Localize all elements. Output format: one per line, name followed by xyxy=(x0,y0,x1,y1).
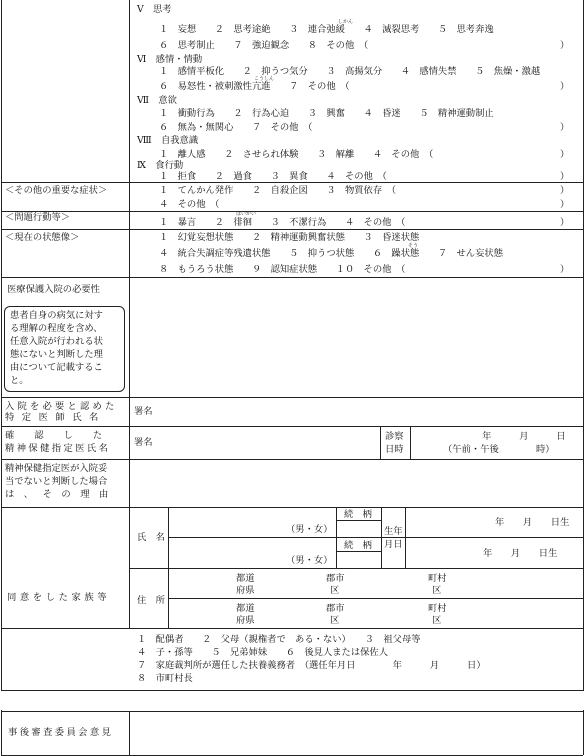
reason-input-area[interactable] xyxy=(131,461,581,505)
necessity-note-line: 任意入院が行われる状 xyxy=(10,336,103,347)
closing-paren: ） xyxy=(560,122,570,133)
prefecture-label: 都道 xyxy=(236,573,255,584)
closing-paren: ） xyxy=(560,149,570,160)
symptom-options-eating: １ 拒食 ２ 過食 ３ 異食 ４ その他 （ xyxy=(159,171,387,182)
family-address-label: 住 所 xyxy=(137,595,165,606)
closing-paren: ） xyxy=(560,217,570,228)
reason-label: 当でないと判断した場合 xyxy=(5,476,108,487)
symptom-heading-volition: Ⅶ 意欲 xyxy=(137,95,177,106)
current-state-line1: １ 幻覚妄想状態 ２ 精神運動興奮状態 ３ 昏迷状態 xyxy=(159,232,420,243)
designated-doctor-label: 入院を必要と認めた xyxy=(5,401,118,412)
necessity-note-line: 態にないと判断した理 xyxy=(10,349,103,360)
review-committee-label: 事後審査委員会意見 xyxy=(8,727,114,738)
ward-label: 区 xyxy=(330,585,340,596)
other-symptoms-line2: ４ その他 （ xyxy=(159,199,220,210)
exam-datetime-label: 診察 xyxy=(385,431,404,442)
symptom-options-emotion-1: １ 感情平板化 ２ 抑うつ気分 ３ 高揚気分 ４ 感情失禁 ５ 焦燥・激越 xyxy=(159,66,541,77)
closing-paren: ） xyxy=(560,171,570,182)
problem-behavior-label: ＜問題行動等＞ xyxy=(5,212,71,223)
family-relation-label: 続 柄 xyxy=(344,509,372,520)
symptom-heading-ego: Ⅷ 自我意識 xyxy=(137,135,199,146)
prefecture-label: 府県 xyxy=(236,585,255,596)
current-state-label: ＜現在の状態像＞ xyxy=(5,232,80,243)
closing-paren: ） xyxy=(560,199,570,210)
ruby-koushin: こうしん xyxy=(254,76,275,82)
symptom-options-ego: １ 離人感 ２ させられ体験 ３ 解離 ４ その他 （ xyxy=(159,149,434,160)
town-label: 町村 xyxy=(428,573,447,584)
other-symptoms-label: ＜その他の重要な症状＞ xyxy=(5,185,108,196)
ruby-haikai: はいかい xyxy=(236,211,257,217)
designated-doctor-sign: 署名 xyxy=(134,406,153,417)
closing-paren: ） xyxy=(560,264,570,275)
symptom-heading-emotion: Ⅵ 感情・情動 xyxy=(137,54,203,65)
reason-label: 精神保健指定医が入院妥 xyxy=(5,463,108,474)
exam-time[interactable]: （午前・午後 時） xyxy=(443,444,555,455)
closing-paren: ） xyxy=(560,40,570,51)
family-birth-date[interactable]: 年 月 日生 xyxy=(483,548,558,559)
necessity-note-line: る理解の程度を含め、 xyxy=(10,323,103,334)
other-symptoms-line1: １ てんかん発作 ２ 自殺企図 ３ 物質依存 （ xyxy=(159,185,397,196)
confirming-doctor-sign: 署名 xyxy=(134,437,153,448)
symptom-options-emotion-2: ６ 易怒性・被刺激性亢進 ７ その他 （ xyxy=(159,81,350,92)
designated-doctor-label: 特定医師氏名 xyxy=(5,412,106,423)
exam-datetime-label: 日時 xyxy=(385,444,404,455)
city-label: 郡市 xyxy=(326,573,345,584)
symptom-options-volition-2: ６ 無為・無関心 ７ その他 （ xyxy=(159,122,313,133)
symptom-heading-eating: Ⅸ 食行動 xyxy=(137,160,184,171)
closing-paren: ） xyxy=(560,185,570,196)
ward-label: 区 xyxy=(432,615,442,626)
necessity-label: 医療保護入院の必要性 xyxy=(7,284,100,295)
family-birth-label: 月日 xyxy=(384,539,403,550)
family-sex[interactable]: （男・女） xyxy=(286,555,333,566)
necessity-note-line: と。 xyxy=(10,375,29,386)
ward-label: 区 xyxy=(432,585,442,596)
ruby-shikan: しかん xyxy=(338,19,354,25)
prefecture-label: 府県 xyxy=(236,615,255,626)
confirming-doctor-label: 確認した xyxy=(5,430,123,441)
ruby-sou: そう xyxy=(408,243,419,249)
current-state-line3: ８ もうろう状態 ９ 認知症状態 １０ その他 （ xyxy=(159,264,406,275)
ward-label: 区 xyxy=(330,615,340,626)
symptom-options-thought-2: ６ 思考制止 ７ 強迫観念 ８ その他 （ xyxy=(159,40,369,51)
city-label: 郡市 xyxy=(326,603,345,614)
necessity-input-area[interactable] xyxy=(131,279,581,395)
closing-paren: ） xyxy=(560,81,570,92)
family-relation-option: ７ 家庭裁判所が選任した扶養義務者 （選任年月日 年 月 日） xyxy=(137,660,486,671)
family-relation-option: ４ 子・孫等 ５ 兄弟姉妹 ６ 後見人または保佐人 xyxy=(137,647,389,658)
town-label: 町村 xyxy=(428,603,447,614)
problem-behavior-options: １ 暴言 ２ 徘徊 ３ 不潔行為 ４ その他 （ xyxy=(159,217,406,228)
family-relation-option: １ 配偶者 ２ 父母（親権者で ある・ない） ３ 祖父母等 xyxy=(137,634,421,645)
symptom-options-volition-1: １ 衝動行為 ２ 行為心迫 ３ 興奮 ４ 昏迷 ５ 精神運動制止 xyxy=(159,108,494,119)
review-committee-input[interactable] xyxy=(131,713,581,753)
prefecture-label: 都道 xyxy=(236,603,255,614)
family-birth-label: 生年 xyxy=(384,526,403,537)
symptom-heading-thought: Ⅴ 思考 xyxy=(137,4,172,15)
family-relation-label: 続 柄 xyxy=(344,540,372,551)
family-sex[interactable]: （男・女） xyxy=(286,524,333,535)
current-state-line2: ４ 統合失調症等残遺状態 ５ 抑うつ状態 ６ 躁状態 ７ せん妄状態 xyxy=(159,248,503,259)
family-relation-option: ８ 市町村長 xyxy=(137,673,193,684)
family-label: 同意をした家族等 xyxy=(7,592,111,603)
reason-label: は、その理由 xyxy=(5,489,118,500)
designated-doctor-sign-field[interactable] xyxy=(160,400,580,424)
family-birth-date[interactable]: 年 月 日生 xyxy=(495,517,570,528)
necessity-note-line: 患者自身の病気に対す xyxy=(10,310,103,321)
confirming-doctor-sign-field[interactable] xyxy=(160,429,376,456)
family-name-label: 氏 名 xyxy=(137,532,165,543)
exam-date[interactable]: 年 月 日 xyxy=(482,431,566,442)
symptom-options-thought-1: １ 妄想 ２ 思考途絶 ３ 連合弛緩 ４ 滅裂思考 ５ 思考奔逸 xyxy=(159,24,494,35)
necessity-note-line: 由について記載するこ xyxy=(10,362,103,373)
confirming-doctor-label: 精神保健指定医氏名 xyxy=(5,443,111,454)
